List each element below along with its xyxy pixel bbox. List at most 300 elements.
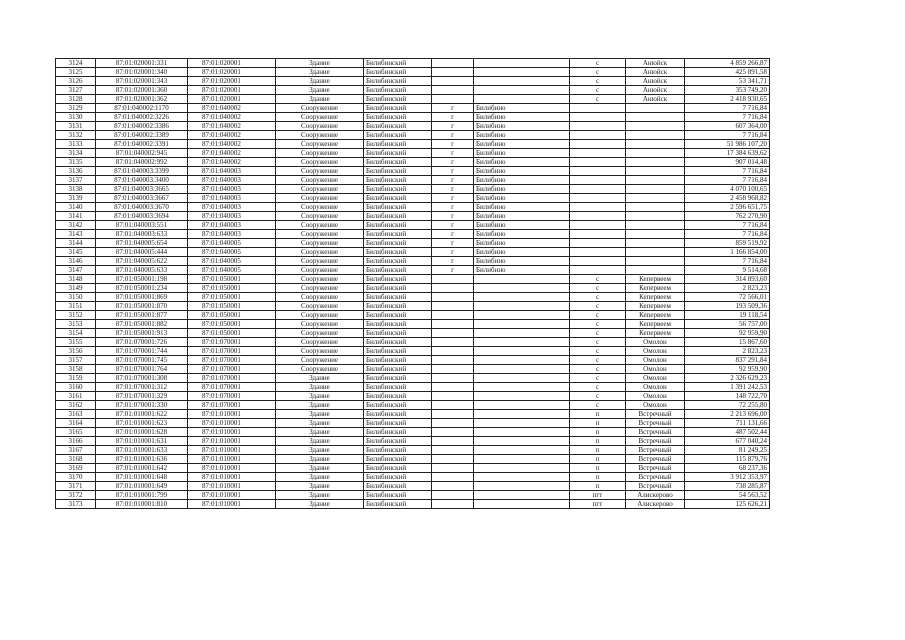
locality-cell — [626, 230, 685, 239]
district-cell: Билибинский — [364, 266, 432, 275]
city-cell — [474, 347, 570, 356]
settlement-type-cell: г — [432, 158, 474, 167]
locality-type-cell: пгт — [570, 491, 626, 500]
cadastral-quarter-cell: 87:01:040005 — [188, 239, 276, 248]
settlement-type-cell: г — [432, 266, 474, 275]
cadastral-number-cell: 87:01:020001:343 — [96, 77, 188, 86]
object-type-cell: Сооружение — [276, 284, 364, 293]
table-row — [56, 59, 770, 68]
locality-type-cell: с — [570, 293, 626, 302]
locality-type-cell: с — [570, 329, 626, 338]
cadastral-number-cell: 87:01:070001:726 — [96, 338, 188, 347]
cadastral-number-cell: 87:01:050001:870 — [96, 302, 188, 311]
city-cell — [474, 365, 570, 374]
settlement-type-cell: г — [432, 122, 474, 131]
district-cell: Билибинский — [364, 239, 432, 248]
table-row — [56, 284, 770, 293]
cadastral-value-cell: 2 213 696,00 — [685, 410, 770, 419]
city-cell — [474, 455, 570, 464]
cadastral-quarter-cell: 87:01:070001 — [188, 338, 276, 347]
settlement-type-cell — [432, 86, 474, 95]
cadastral-value-cell: 125 626,21 — [685, 500, 770, 509]
row-number-cell: 3154 — [56, 329, 96, 338]
object-type-cell: Здание — [276, 455, 364, 464]
locality-type-cell: п — [570, 464, 626, 473]
locality-type-cell: с — [570, 275, 626, 284]
cadastral-value-cell: 68 237,36 — [685, 464, 770, 473]
settlement-type-cell — [432, 464, 474, 473]
cadastral-number-cell: 87:01:050001:234 — [96, 284, 188, 293]
cadastral-value-cell: 193 509,36 — [685, 302, 770, 311]
cadastral-quarter-cell: 87:01:020001 — [188, 86, 276, 95]
locality-cell: Встречный — [626, 455, 685, 464]
object-type-cell: Здание — [276, 437, 364, 446]
cadastral-value-cell: 7 716,84 — [685, 167, 770, 176]
cadastral-quarter-cell: 87:01:050001 — [188, 311, 276, 320]
settlement-type-cell: г — [432, 185, 474, 194]
cadastral-number-cell: 87:01:020001:360 — [96, 86, 188, 95]
city-cell — [474, 473, 570, 482]
object-type-cell: Сооружение — [276, 140, 364, 149]
district-cell: Билибинский — [364, 176, 432, 185]
row-number-cell: 3124 — [56, 59, 96, 68]
cadastral-quarter-cell: 87:01:040003 — [188, 203, 276, 212]
locality-cell — [626, 122, 685, 131]
table-row — [56, 203, 770, 212]
cadastral-quarter-cell: 87:01:040005 — [188, 266, 276, 275]
cadastral-value-cell: 56 757,00 — [685, 320, 770, 329]
table-row — [56, 338, 770, 347]
settlement-type-cell — [432, 482, 474, 491]
cadastral-quarter-cell: 87:01:050001 — [188, 284, 276, 293]
cadastral-number-cell: 87:01:070001:329 — [96, 392, 188, 401]
locality-cell: Кепервеем — [626, 320, 685, 329]
cadastral-number-cell: 87:01:040003:3399 — [96, 167, 188, 176]
cadastral-number-cell: 87:01:040005:622 — [96, 257, 188, 266]
row-number-cell: 3173 — [56, 500, 96, 509]
settlement-type-cell — [432, 419, 474, 428]
row-number-cell: 3143 — [56, 230, 96, 239]
locality-cell: Кепервеем — [626, 329, 685, 338]
row-number-cell: 3156 — [56, 347, 96, 356]
district-cell: Билибинский — [364, 149, 432, 158]
settlement-type-cell — [432, 401, 474, 410]
locality-type-cell: с — [570, 392, 626, 401]
city-cell — [474, 77, 570, 86]
cadastral-value-cell: 17 384 639,62 — [685, 149, 770, 158]
settlement-type-cell: г — [432, 140, 474, 149]
table-row — [56, 383, 770, 392]
settlement-type-cell: г — [432, 230, 474, 239]
locality-type-cell — [570, 158, 626, 167]
row-number-cell: 3136 — [56, 167, 96, 176]
cadastral-quarter-cell: 87:01:040002 — [188, 131, 276, 140]
cadastral-quarter-cell: 87:01:020001 — [188, 77, 276, 86]
object-type-cell: Сооружение — [276, 203, 364, 212]
district-cell: Билибинский — [364, 59, 432, 68]
locality-type-cell: с — [570, 77, 626, 86]
object-type-cell: Сооружение — [276, 239, 364, 248]
locality-cell: Встречный — [626, 428, 685, 437]
cadastral-value-cell: 2 326 629,23 — [685, 374, 770, 383]
cadastral-value-cell: 2 823,23 — [685, 347, 770, 356]
cadastral-value-cell: 425 891,58 — [685, 68, 770, 77]
locality-cell: Омолон — [626, 392, 685, 401]
city-cell — [474, 374, 570, 383]
table-row — [56, 86, 770, 95]
city-cell: Билибино — [474, 113, 570, 122]
district-cell: Билибинский — [364, 464, 432, 473]
cadastral-value-cell: 4 070 100,65 — [685, 185, 770, 194]
locality-type-cell: п — [570, 482, 626, 491]
row-number-cell: 3165 — [56, 428, 96, 437]
cadastral-number-cell: 87:01:040002:1170 — [96, 104, 188, 113]
district-cell: Билибинский — [364, 230, 432, 239]
cadastral-value-cell: 607 364,00 — [685, 122, 770, 131]
table-row — [56, 95, 770, 104]
cadastral-number-cell: 87:01:040003:551 — [96, 221, 188, 230]
district-cell: Билибинский — [364, 284, 432, 293]
cadastral-number-cell: 87:01:050001:882 — [96, 320, 188, 329]
locality-type-cell — [570, 122, 626, 131]
district-cell: Билибинский — [364, 248, 432, 257]
district-cell: Билибинский — [364, 95, 432, 104]
row-number-cell: 3166 — [56, 437, 96, 446]
object-type-cell: Сооружение — [276, 185, 364, 194]
locality-type-cell — [570, 149, 626, 158]
object-type-cell: Сооружение — [276, 113, 364, 122]
table-row — [56, 131, 770, 140]
table-row — [56, 347, 770, 356]
table-row — [56, 419, 770, 428]
city-cell — [474, 428, 570, 437]
cadastral-number-cell: 87:01:010001:623 — [96, 419, 188, 428]
district-cell: Билибинский — [364, 158, 432, 167]
cadastral-quarter-cell: 87:01:010001 — [188, 455, 276, 464]
district-cell: Билибинский — [364, 293, 432, 302]
locality-cell — [626, 212, 685, 221]
settlement-type-cell: г — [432, 221, 474, 230]
city-cell: Билибино — [474, 212, 570, 221]
city-cell: Билибино — [474, 203, 570, 212]
locality-type-cell: с — [570, 311, 626, 320]
table-row — [56, 176, 770, 185]
settlement-type-cell: г — [432, 239, 474, 248]
district-cell: Билибинский — [364, 77, 432, 86]
cadastral-number-cell: 87:01:070001:308 — [96, 374, 188, 383]
locality-cell — [626, 158, 685, 167]
object-type-cell: Сооружение — [276, 329, 364, 338]
locality-type-cell — [570, 185, 626, 194]
locality-type-cell: с — [570, 383, 626, 392]
city-cell: Билибино — [474, 140, 570, 149]
cadastral-value-cell: 487 502,44 — [685, 428, 770, 437]
table-row — [56, 365, 770, 374]
cadastral-number-cell: 87:01:010001:810 — [96, 500, 188, 509]
cadastral-value-cell: 51 986 107,20 — [685, 140, 770, 149]
locality-cell: Анюйск — [626, 59, 685, 68]
locality-cell: Алискерово — [626, 491, 685, 500]
locality-cell: Анюйск — [626, 77, 685, 86]
cadastral-value-cell: 7 716,84 — [685, 104, 770, 113]
table-row — [56, 212, 770, 221]
table-row — [56, 500, 770, 509]
locality-cell: Встречный — [626, 419, 685, 428]
cadastral-number-cell: 87:01:040003:633 — [96, 230, 188, 239]
table-row — [56, 455, 770, 464]
locality-cell — [626, 176, 685, 185]
settlement-type-cell — [432, 500, 474, 509]
settlement-type-cell — [432, 59, 474, 68]
city-cell: Билибино — [474, 149, 570, 158]
district-cell: Билибинский — [364, 167, 432, 176]
settlement-type-cell — [432, 68, 474, 77]
city-cell: Билибино — [474, 185, 570, 194]
object-type-cell: Сооружение — [276, 104, 364, 113]
cadastral-number-cell: 87:01:010001:622 — [96, 410, 188, 419]
table-row — [56, 302, 770, 311]
locality-cell — [626, 167, 685, 176]
city-cell — [474, 302, 570, 311]
locality-type-cell — [570, 167, 626, 176]
locality-cell: Кепервеем — [626, 284, 685, 293]
row-number-cell: 3151 — [56, 302, 96, 311]
cadastral-number-cell: 87:01:010001:631 — [96, 437, 188, 446]
locality-cell: Омолон — [626, 338, 685, 347]
cadastral-value-cell: 3 912 353,97 — [685, 473, 770, 482]
locality-type-cell — [570, 221, 626, 230]
settlement-type-cell — [432, 275, 474, 284]
locality-cell — [626, 131, 685, 140]
locality-cell: Кепервеем — [626, 302, 685, 311]
cadastral-number-cell: 87:01:010001:648 — [96, 473, 188, 482]
object-type-cell: Сооружение — [276, 311, 364, 320]
locality-cell: Анюйск — [626, 68, 685, 77]
row-number-cell: 3126 — [56, 77, 96, 86]
locality-type-cell: с — [570, 68, 626, 77]
object-type-cell: Сооружение — [276, 320, 364, 329]
cadastral-number-cell: 87:01:040003:3665 — [96, 185, 188, 194]
table-row — [56, 491, 770, 500]
row-number-cell: 3152 — [56, 311, 96, 320]
row-number-cell: 3158 — [56, 365, 96, 374]
row-number-cell: 3125 — [56, 68, 96, 77]
locality-type-cell: п — [570, 455, 626, 464]
cadastral-number-cell: 87:01:040002:3391 — [96, 140, 188, 149]
locality-cell — [626, 140, 685, 149]
settlement-type-cell — [432, 338, 474, 347]
cadastral-number-cell: 87:01:040002:3226 — [96, 113, 188, 122]
row-number-cell: 3127 — [56, 86, 96, 95]
object-type-cell: Сооружение — [276, 131, 364, 140]
locality-cell: Кепервеем — [626, 293, 685, 302]
table-row — [56, 122, 770, 131]
city-cell: Билибино — [474, 266, 570, 275]
row-number-cell: 3149 — [56, 284, 96, 293]
object-type-cell: Сооружение — [276, 176, 364, 185]
cadastral-quarter-cell: 87:01:010001 — [188, 419, 276, 428]
cadastral-value-cell: 72 255,80 — [685, 401, 770, 410]
cadastral-quarter-cell: 87:01:070001 — [188, 356, 276, 365]
locality-type-cell — [570, 131, 626, 140]
object-type-cell: Здание — [276, 68, 364, 77]
city-cell — [474, 437, 570, 446]
cadastral-quarter-cell: 87:01:010001 — [188, 473, 276, 482]
row-number-cell: 3169 — [56, 464, 96, 473]
city-cell — [474, 284, 570, 293]
city-cell: Билибино — [474, 194, 570, 203]
row-number-cell: 3129 — [56, 104, 96, 113]
row-number-cell: 3145 — [56, 248, 96, 257]
table-row — [56, 428, 770, 437]
row-number-cell: 3142 — [56, 221, 96, 230]
cadastral-quarter-cell: 87:01:050001 — [188, 320, 276, 329]
object-type-cell: Сооружение — [276, 167, 364, 176]
locality-cell — [626, 239, 685, 248]
district-cell: Билибинский — [364, 302, 432, 311]
cadastral-quarter-cell: 87:01:020001 — [188, 59, 276, 68]
settlement-type-cell: г — [432, 104, 474, 113]
locality-type-cell: п — [570, 428, 626, 437]
object-type-cell: Сооружение — [276, 257, 364, 266]
cadastral-number-cell: 87:01:040002:992 — [96, 158, 188, 167]
district-cell: Билибинский — [364, 365, 432, 374]
object-type-cell: Сооружение — [276, 293, 364, 302]
row-number-cell: 3170 — [56, 473, 96, 482]
district-cell: Билибинский — [364, 86, 432, 95]
cadastral-value-cell: 92 959,90 — [685, 329, 770, 338]
locality-type-cell — [570, 203, 626, 212]
district-cell: Билибинский — [364, 68, 432, 77]
table-row — [56, 77, 770, 86]
cadastral-quarter-cell: 87:01:040002 — [188, 149, 276, 158]
city-cell: Билибино — [474, 158, 570, 167]
object-type-cell: Сооружение — [276, 347, 364, 356]
district-cell: Билибинский — [364, 140, 432, 149]
object-type-cell: Здание — [276, 374, 364, 383]
locality-type-cell: с — [570, 284, 626, 293]
table-row — [56, 266, 770, 275]
settlement-type-cell: г — [432, 212, 474, 221]
city-cell — [474, 68, 570, 77]
cadastral-value-cell: 19 118,54 — [685, 311, 770, 320]
row-number-cell: 3171 — [56, 482, 96, 491]
cadastral-quarter-cell: 87:01:040003 — [188, 194, 276, 203]
cadastral-quarter-cell: 87:01:040003 — [188, 212, 276, 221]
district-cell: Билибинский — [364, 428, 432, 437]
object-type-cell: Сооружение — [276, 266, 364, 275]
cadastral-value-cell: 2 458 968,82 — [685, 194, 770, 203]
settlement-type-cell — [432, 365, 474, 374]
locality-cell: Омолон — [626, 401, 685, 410]
locality-type-cell: с — [570, 320, 626, 329]
locality-cell: Встречный — [626, 446, 685, 455]
locality-type-cell — [570, 212, 626, 221]
city-cell: Билибино — [474, 221, 570, 230]
cadastral-number-cell: 87:01:040003:3667 — [96, 194, 188, 203]
cadastral-quarter-cell: 87:01:010001 — [188, 482, 276, 491]
locality-type-cell — [570, 230, 626, 239]
locality-cell: Встречный — [626, 437, 685, 446]
locality-cell: Анюйск — [626, 86, 685, 95]
table-row — [56, 185, 770, 194]
object-type-cell: Сооружение — [276, 338, 364, 347]
settlement-type-cell — [432, 446, 474, 455]
table-body — [56, 59, 770, 509]
row-number-cell: 3164 — [56, 419, 96, 428]
cadastral-value-cell: 115 879,76 — [685, 455, 770, 464]
locality-type-cell: п — [570, 473, 626, 482]
cadastral-quarter-cell: 87:01:040003 — [188, 185, 276, 194]
district-cell: Билибинский — [364, 482, 432, 491]
district-cell: Билибинский — [364, 419, 432, 428]
cadastral-value-cell: 7 716,84 — [685, 257, 770, 266]
city-cell: Билибино — [474, 122, 570, 131]
cadastral-quarter-cell: 87:01:050001 — [188, 275, 276, 284]
city-cell — [474, 464, 570, 473]
cadastral-number-cell: 87:01:050001:869 — [96, 293, 188, 302]
cadastral-value-cell: 9 514,68 — [685, 266, 770, 275]
object-type-cell: Здание — [276, 410, 364, 419]
table-row — [56, 194, 770, 203]
cadastral-number-cell: 87:01:010001:642 — [96, 464, 188, 473]
locality-cell: Омолон — [626, 374, 685, 383]
table-row — [56, 464, 770, 473]
locality-cell: Встречный — [626, 482, 685, 491]
settlement-type-cell — [432, 473, 474, 482]
object-type-cell: Сооружение — [276, 356, 364, 365]
cadastral-value-cell: 53 341,71 — [685, 77, 770, 86]
city-cell — [474, 329, 570, 338]
settlement-type-cell — [432, 392, 474, 401]
city-cell — [474, 500, 570, 509]
city-cell — [474, 419, 570, 428]
cadastral-quarter-cell: 87:01:070001 — [188, 374, 276, 383]
table-row — [56, 239, 770, 248]
table-row — [56, 320, 770, 329]
settlement-type-cell: г — [432, 131, 474, 140]
cadastral-quarter-cell: 87:01:040005 — [188, 248, 276, 257]
object-type-cell: Здание — [276, 77, 364, 86]
object-type-cell: Сооружение — [276, 149, 364, 158]
object-type-cell: Здание — [276, 95, 364, 104]
object-type-cell: Здание — [276, 392, 364, 401]
object-type-cell: Здание — [276, 428, 364, 437]
locality-cell: Встречный — [626, 473, 685, 482]
locality-type-cell: п — [570, 419, 626, 428]
city-cell — [474, 392, 570, 401]
cadastral-number-cell: 87:01:040003:3670 — [96, 203, 188, 212]
row-number-cell: 3130 — [56, 113, 96, 122]
city-cell — [474, 401, 570, 410]
locality-type-cell: с — [570, 356, 626, 365]
locality-type-cell: с — [570, 95, 626, 104]
property-table — [55, 58, 770, 509]
cadastral-quarter-cell: 87:01:070001 — [188, 383, 276, 392]
locality-cell — [626, 257, 685, 266]
settlement-type-cell — [432, 284, 474, 293]
locality-type-cell — [570, 104, 626, 113]
cadastral-number-cell: 87:01:010001:799 — [96, 491, 188, 500]
cadastral-value-cell: 92 959,90 — [685, 365, 770, 374]
city-cell — [474, 356, 570, 365]
cadastral-value-cell: 7 716,84 — [685, 131, 770, 140]
row-number-cell: 3135 — [56, 158, 96, 167]
city-cell: Билибино — [474, 257, 570, 266]
table-row — [56, 68, 770, 77]
table-row — [56, 437, 770, 446]
cadastral-value-cell: 859 519,92 — [685, 239, 770, 248]
